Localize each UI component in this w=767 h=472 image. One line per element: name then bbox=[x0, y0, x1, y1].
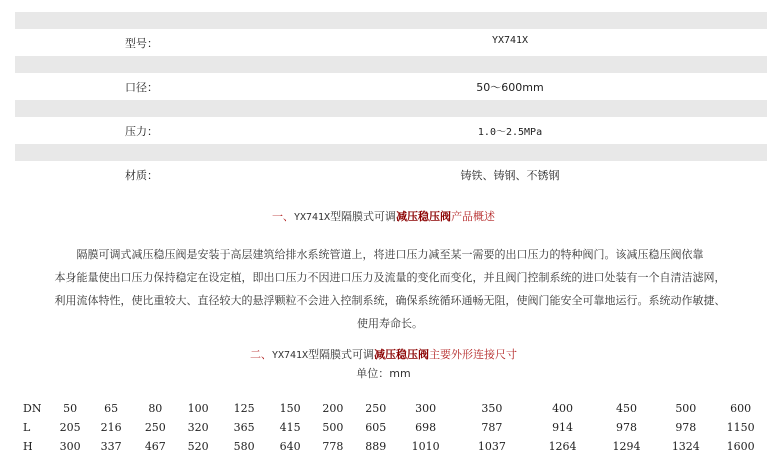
description-line: 隔膜可调式减压稳压阀是安装于高层建筑给排水系统管道上，将进口压力减至某一需要的出口压力的特种阀门。该减压稳压阀依靠 bbox=[76, 248, 704, 261]
dimension-cell: 787 bbox=[481, 421, 503, 434]
dimension-cell: 640 bbox=[279, 440, 301, 453]
description-line: 本身能量使出口压力保持稳定在设定植，即出口压力不因进口压力及流量的变化而变化，并且阀门控制系统的进口处装有一个自清洁滤网， bbox=[54, 271, 726, 284]
dimension-cell: 400 bbox=[552, 402, 574, 415]
dimension-cell: 1150 bbox=[726, 421, 755, 434]
dimension-cell: 415 bbox=[279, 421, 301, 434]
spec-label: 口径： bbox=[125, 81, 158, 94]
dimensions-table bbox=[15, 399, 767, 456]
title-code: YX741X bbox=[271, 350, 309, 361]
dimension-cell: 100 bbox=[187, 402, 209, 415]
dimension-cell: 520 bbox=[187, 440, 209, 453]
title-mid: 型隔膜式可调 bbox=[330, 210, 397, 223]
dimension-row bbox=[15, 437, 767, 456]
section-title-dimensions bbox=[0, 346, 767, 362]
dimension-cell: 698 bbox=[415, 421, 437, 434]
dimension-cell: 337 bbox=[100, 440, 122, 453]
dimension-cell: 467 bbox=[144, 440, 166, 453]
title-code: YX741X bbox=[293, 212, 331, 223]
dimension-cell: 200 bbox=[322, 402, 344, 415]
dimension-cell: 1324 bbox=[671, 440, 700, 453]
dimension-cell: 150 bbox=[279, 402, 301, 415]
dimension-row bbox=[15, 418, 767, 437]
title-mid: 型隔膜式可调 bbox=[308, 348, 375, 361]
spec-value: 1.0～2.5MPa bbox=[477, 127, 543, 138]
dimension-cell: 1294 bbox=[612, 440, 641, 453]
dimension-cell: 250 bbox=[144, 421, 166, 434]
dimension-cell: 320 bbox=[187, 421, 209, 434]
dimension-cell: 65 bbox=[104, 402, 119, 415]
dimension-cell: 250 bbox=[365, 402, 387, 415]
dimension-cell: 300 bbox=[59, 440, 81, 453]
dimension-cell: 500 bbox=[322, 421, 344, 434]
dimension-cell: 1037 bbox=[477, 440, 506, 453]
dimension-cell: 914 bbox=[552, 421, 574, 434]
spec-band bbox=[15, 100, 767, 117]
dimension-cell: 778 bbox=[322, 440, 344, 453]
spec-row-material bbox=[15, 161, 767, 188]
dimension-cell: 978 bbox=[615, 421, 637, 434]
title-prefix: 一、 bbox=[271, 210, 294, 223]
spec-value: YX741X bbox=[491, 35, 529, 46]
dimension-cell: 80 bbox=[148, 402, 163, 415]
title-suffix: 产品概述 bbox=[451, 210, 496, 223]
description-paragraph bbox=[20, 243, 760, 335]
spec-value: 50～600mm bbox=[476, 81, 544, 94]
dimension-cell: 1600 bbox=[726, 440, 755, 453]
dimension-cell: 889 bbox=[365, 440, 387, 453]
dimension-row bbox=[15, 399, 767, 418]
spec-row-pressure bbox=[15, 117, 767, 144]
title-highlight: 减压稳压阀 bbox=[374, 348, 430, 361]
spec-label: 材质： bbox=[125, 169, 158, 182]
dimension-cell: 600 bbox=[730, 402, 752, 415]
spec-value: 铸铁、铸钢、不锈钢 bbox=[460, 169, 560, 182]
spec-band bbox=[15, 12, 767, 29]
dimension-cell: 978 bbox=[675, 421, 697, 434]
dimension-row-label: L bbox=[23, 421, 31, 434]
spec-label: 压力： bbox=[125, 125, 158, 138]
dimension-row-label: H bbox=[23, 440, 33, 453]
dimension-row-label: DN bbox=[23, 402, 42, 415]
title-suffix: 主要外形连接尺寸 bbox=[429, 348, 518, 361]
dimension-cell: 605 bbox=[365, 421, 387, 434]
dimension-cell: 350 bbox=[481, 402, 503, 415]
dimension-cell: 500 bbox=[675, 402, 697, 415]
description-line: 利用流体特性，使比重较大、直径较大的悬浮颗粒不会进入控制系统，确保系统循环通畅无阻，使阀门能安全可靠地运行。系统动作敏捷、 bbox=[54, 294, 726, 307]
spec-table bbox=[15, 12, 767, 188]
dimension-cell: 1264 bbox=[548, 440, 577, 453]
dimension-cell: 580 bbox=[233, 440, 255, 453]
unit-label: 单位：mm bbox=[356, 367, 411, 380]
title-prefix: 二、 bbox=[249, 348, 272, 361]
dimension-cell: 205 bbox=[59, 421, 81, 434]
description-line: 使用寿命长。 bbox=[357, 317, 423, 330]
dimension-cell: 125 bbox=[233, 402, 255, 415]
title-highlight: 减压稳压阀 bbox=[396, 210, 452, 223]
dimension-cell: 365 bbox=[233, 421, 255, 434]
spec-band bbox=[15, 144, 767, 161]
dimension-cell: 216 bbox=[100, 421, 122, 434]
dimension-cell: 50 bbox=[63, 402, 78, 415]
spec-band bbox=[15, 56, 767, 73]
spec-row-model bbox=[15, 29, 767, 56]
spec-row-diameter bbox=[15, 73, 767, 100]
section-title-overview bbox=[0, 208, 767, 224]
spec-label: 型号： bbox=[125, 37, 158, 50]
dimension-cell: 300 bbox=[415, 402, 437, 415]
dimension-cell: 450 bbox=[615, 402, 637, 415]
dimension-cell: 1010 bbox=[411, 440, 440, 453]
